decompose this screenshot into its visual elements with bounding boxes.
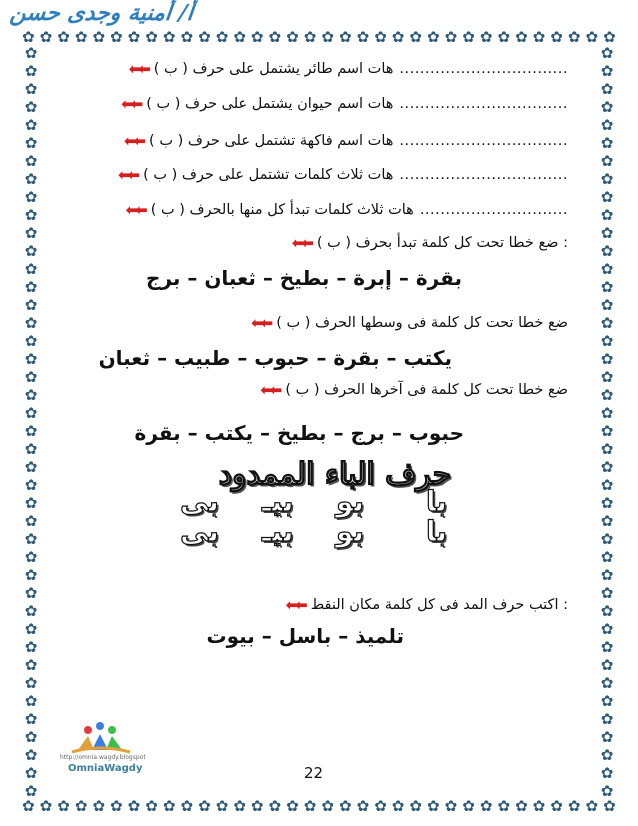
letter-ba-1: با bbox=[426, 485, 448, 518]
flower-icon: ✿ bbox=[268, 28, 282, 46]
flower-icon: ✿ bbox=[600, 206, 614, 224]
flower-icon: ✿ bbox=[24, 548, 38, 566]
flower-icon: ✿ bbox=[600, 350, 614, 368]
flower-icon: ✿ bbox=[24, 170, 38, 188]
flower-icon: ✿ bbox=[600, 152, 614, 170]
letter-bu-1: بو bbox=[336, 485, 365, 518]
flower-icon: ✿ bbox=[497, 797, 511, 815]
flower-icon: ✿ bbox=[600, 224, 614, 242]
flower-icon: ✿ bbox=[74, 797, 88, 815]
question-animal bbox=[121, 95, 568, 113]
flower-icon: ✿ bbox=[57, 28, 70, 46]
question-three-start bbox=[126, 201, 568, 219]
flower-icon: ✿ bbox=[24, 782, 38, 800]
flower-icon: ✿ bbox=[600, 602, 614, 620]
flower-icon: ✿ bbox=[567, 28, 581, 46]
flower-icon: ✿ bbox=[22, 28, 35, 46]
flower-icon: ✿ bbox=[233, 797, 246, 815]
flower-icon: ✿ bbox=[600, 728, 614, 746]
flower-icon: ✿ bbox=[391, 797, 405, 815]
flower-icon: ✿ bbox=[24, 458, 38, 476]
flower-icon: ✿ bbox=[600, 386, 614, 404]
flower-icon: ✿ bbox=[303, 28, 317, 46]
flower-icon: ✿ bbox=[24, 332, 38, 350]
flower-icon: ✿ bbox=[600, 422, 614, 440]
flower-icon: ✿ bbox=[127, 28, 141, 46]
question-text: ضع خطا تحت كل كلمة تبدأ بحرف ( ب ) : bbox=[316, 235, 568, 251]
top-border bbox=[22, 28, 616, 46]
flower-icon: ✿ bbox=[74, 28, 88, 46]
flower-icon: ✿ bbox=[600, 368, 614, 386]
flower-icon: ✿ bbox=[462, 797, 475, 815]
flower-icon: ✿ bbox=[145, 28, 158, 46]
flower-icon: ✿ bbox=[24, 44, 38, 62]
flower-icon: ✿ bbox=[24, 440, 38, 458]
bottom-border bbox=[22, 797, 616, 815]
flower-icon: ✿ bbox=[24, 692, 38, 710]
author-name: أ/ أمنية وجدى حسن bbox=[8, 0, 195, 26]
flower-icon: ✿ bbox=[391, 28, 405, 46]
words-start: بقرة – إبرة – بطيخ – ثعبان – برج bbox=[146, 266, 462, 290]
flower-icon: ✿ bbox=[215, 28, 229, 46]
flower-icon: ✿ bbox=[600, 98, 614, 116]
flower-icon: ✿ bbox=[110, 28, 123, 46]
question-three-words bbox=[118, 166, 568, 184]
flower-icon: ✿ bbox=[532, 28, 546, 46]
logo-url: http://omnia.wagdy.blogspot bbox=[60, 754, 146, 761]
flower-icon: ✿ bbox=[24, 476, 38, 494]
words-end: حبوب – برج – بطيخ – يكتب – بقرة bbox=[134, 421, 464, 445]
flower-icon: ✿ bbox=[600, 188, 614, 206]
flower-icon: ✿ bbox=[92, 28, 106, 46]
flower-icon: ✿ bbox=[515, 797, 528, 815]
flower-icon: ✿ bbox=[600, 476, 614, 494]
answer-dots: ................................. bbox=[399, 61, 568, 77]
flower-icon: ✿ bbox=[338, 797, 352, 815]
flower-icon: ✿ bbox=[600, 242, 614, 260]
flower-icon: ✿ bbox=[24, 728, 38, 746]
flower-icon: ✿ bbox=[532, 797, 546, 815]
flower-icon: ✿ bbox=[585, 28, 599, 46]
flower-icon: ✿ bbox=[24, 242, 38, 260]
flower-icon: ✿ bbox=[24, 764, 38, 782]
arrow-icon: ⬅⬅ bbox=[125, 201, 145, 219]
flower-icon: ✿ bbox=[303, 797, 317, 815]
heading-long-ba: حرف الباء الممدود bbox=[218, 457, 452, 492]
left-border bbox=[22, 44, 40, 800]
flower-icon: ✿ bbox=[268, 797, 282, 815]
flower-icon: ✿ bbox=[321, 28, 334, 46]
flower-icon: ✿ bbox=[24, 674, 38, 692]
flower-icon: ✿ bbox=[92, 797, 106, 815]
flower-icon: ✿ bbox=[24, 134, 38, 152]
arrow-icon: ⬅⬅ bbox=[117, 166, 138, 184]
flower-icon: ✿ bbox=[600, 116, 614, 134]
question-fill bbox=[286, 596, 568, 614]
flower-icon: ✿ bbox=[600, 512, 614, 530]
flower-icon: ✿ bbox=[24, 62, 38, 80]
question-text: هات اسم طائر يشتمل على حرف ( ب ) bbox=[153, 61, 394, 77]
letter-ba-2: با bbox=[426, 515, 448, 548]
flower-icon: ✿ bbox=[24, 494, 38, 512]
arrow-icon: ⬅⬅ bbox=[123, 132, 144, 150]
flower-icon: ✿ bbox=[24, 80, 38, 98]
flower-icon: ✿ bbox=[39, 797, 53, 815]
arrow-icon: ⬅⬅ bbox=[121, 95, 141, 113]
flower-icon: ✿ bbox=[215, 797, 229, 815]
letter-bee-2: بى bbox=[180, 515, 219, 548]
question-start bbox=[292, 234, 568, 252]
flower-icon: ✿ bbox=[24, 638, 38, 656]
question-end bbox=[260, 381, 568, 399]
flower-icon: ✿ bbox=[600, 710, 614, 728]
question-text: اكتب حرف المد فى كل كلمة مكان النقط : bbox=[310, 597, 568, 613]
flower-icon: ✿ bbox=[603, 28, 616, 46]
flower-icon: ✿ bbox=[233, 28, 246, 46]
question-bird bbox=[129, 60, 568, 78]
flower-icon: ✿ bbox=[338, 28, 352, 46]
question-text: هات اسم حيوان يشتمل على حرف ( ب ) bbox=[146, 96, 394, 112]
flower-icon: ✿ bbox=[600, 548, 614, 566]
flower-icon: ✿ bbox=[24, 602, 38, 620]
question-middle bbox=[251, 314, 568, 332]
arrow-icon: ⬅⬅ bbox=[291, 234, 311, 252]
letter-bi-2: بيـ bbox=[262, 515, 294, 548]
flower-icon: ✿ bbox=[24, 656, 38, 674]
flower-icon: ✿ bbox=[600, 764, 614, 782]
flower-icon: ✿ bbox=[24, 278, 38, 296]
flower-icon: ✿ bbox=[24, 260, 38, 278]
flower-icon: ✿ bbox=[603, 797, 616, 815]
flower-icon: ✿ bbox=[600, 692, 614, 710]
flower-icon: ✿ bbox=[24, 368, 38, 386]
flower-icon: ✿ bbox=[198, 28, 211, 46]
flower-icon: ✿ bbox=[24, 620, 38, 638]
words-fill: تلميذ – باسل – بيوت bbox=[206, 624, 404, 648]
flower-icon: ✿ bbox=[585, 797, 599, 815]
flower-icon: ✿ bbox=[600, 80, 614, 98]
flower-icon: ✿ bbox=[600, 134, 614, 152]
flower-icon: ✿ bbox=[600, 530, 614, 548]
flower-icon: ✿ bbox=[374, 797, 387, 815]
question-text: ضع خطا تحت كل كلمة فى وسطها الحرف ( ب ) bbox=[276, 315, 568, 331]
logo-name: OmniaWagdy bbox=[68, 763, 143, 774]
letter-bi-1: بيـ bbox=[262, 485, 294, 518]
flower-icon: ✿ bbox=[24, 512, 38, 530]
question-text: هات ثلاث كلمات تبدأ كل منها بالحرف ( ب ) bbox=[150, 202, 414, 218]
flower-icon: ✿ bbox=[24, 224, 38, 242]
flower-icon: ✿ bbox=[462, 28, 475, 46]
flower-icon: ✿ bbox=[600, 494, 614, 512]
flower-icon: ✿ bbox=[24, 152, 38, 170]
logo bbox=[58, 716, 158, 778]
flower-icon: ✿ bbox=[600, 332, 614, 350]
flower-icon: ✿ bbox=[24, 296, 38, 314]
arrow-icon: ⬅⬅ bbox=[260, 381, 280, 399]
flower-icon: ✿ bbox=[24, 206, 38, 224]
flower-icon: ✿ bbox=[600, 656, 614, 674]
flower-icon: ✿ bbox=[444, 28, 458, 46]
flower-icon: ✿ bbox=[409, 797, 422, 815]
flower-icon: ✿ bbox=[600, 566, 614, 584]
flower-icon: ✿ bbox=[24, 350, 38, 368]
flower-icon: ✿ bbox=[250, 797, 264, 815]
flower-icon: ✿ bbox=[24, 98, 38, 116]
flower-icon: ✿ bbox=[24, 530, 38, 548]
arrow-icon: ⬅⬅ bbox=[251, 314, 271, 332]
flower-icon: ✿ bbox=[145, 797, 158, 815]
flower-icon: ✿ bbox=[24, 422, 38, 440]
flower-icon: ✿ bbox=[24, 566, 38, 584]
flower-icon: ✿ bbox=[600, 584, 614, 602]
flower-icon: ✿ bbox=[600, 674, 614, 692]
flower-icon: ✿ bbox=[409, 28, 422, 46]
flower-icon: ✿ bbox=[22, 797, 35, 815]
page-number: 22 bbox=[304, 764, 324, 782]
flower-icon: ✿ bbox=[600, 404, 614, 422]
answer-dots: ................................. bbox=[399, 133, 568, 149]
flower-icon: ✿ bbox=[24, 116, 38, 134]
answer-dots: ............................. bbox=[419, 202, 568, 218]
question-text: ضع خطا تحت كل كلمة فى آخرها الحرف ( ب ) bbox=[285, 382, 568, 398]
flower-icon: ✿ bbox=[162, 797, 176, 815]
flower-icon: ✿ bbox=[127, 797, 141, 815]
flower-icon: ✿ bbox=[600, 458, 614, 476]
right-border bbox=[598, 44, 616, 800]
flower-icon: ✿ bbox=[600, 170, 614, 188]
flower-icon: ✿ bbox=[356, 28, 370, 46]
flower-icon: ✿ bbox=[600, 62, 614, 80]
flower-icon: ✿ bbox=[24, 404, 38, 422]
flower-icon: ✿ bbox=[180, 797, 194, 815]
flower-icon: ✿ bbox=[286, 28, 299, 46]
flower-icon: ✿ bbox=[427, 797, 440, 815]
words-middle: يكتب – بقرة – حبوب – طبيب – ثعبان bbox=[98, 346, 452, 370]
flower-icon: ✿ bbox=[497, 28, 511, 46]
flower-icon: ✿ bbox=[600, 296, 614, 314]
flower-icon: ✿ bbox=[356, 797, 370, 815]
flower-icon: ✿ bbox=[600, 278, 614, 296]
flower-icon: ✿ bbox=[39, 28, 53, 46]
flower-icon: ✿ bbox=[479, 28, 493, 46]
flower-icon: ✿ bbox=[600, 44, 614, 62]
question-text: هات اسم فاكهة تشتمل على حرف ( ب ) bbox=[149, 133, 394, 149]
flower-icon: ✿ bbox=[57, 797, 70, 815]
arrow-icon: ⬅⬅ bbox=[285, 596, 305, 614]
flower-icon: ✿ bbox=[427, 28, 440, 46]
answer-dots: ................................. bbox=[399, 96, 568, 112]
flower-icon: ✿ bbox=[600, 620, 614, 638]
arrow-icon: ⬅⬅ bbox=[128, 60, 148, 78]
flower-icon: ✿ bbox=[250, 28, 264, 46]
flower-icon: ✿ bbox=[600, 260, 614, 278]
question-fruit bbox=[124, 132, 568, 150]
flower-icon: ✿ bbox=[374, 28, 387, 46]
flower-icon: ✿ bbox=[24, 746, 38, 764]
flower-icon: ✿ bbox=[162, 28, 176, 46]
flower-icon: ✿ bbox=[550, 28, 563, 46]
question-text: هات ثلاث كلمات تشتمل على حرف ( ب ) bbox=[143, 167, 394, 183]
flower-icon: ✿ bbox=[600, 314, 614, 332]
flower-icon: ✿ bbox=[515, 28, 528, 46]
flower-icon: ✿ bbox=[24, 314, 38, 332]
flower-icon: ✿ bbox=[600, 638, 614, 656]
flower-icon: ✿ bbox=[198, 797, 211, 815]
flower-icon: ✿ bbox=[600, 440, 614, 458]
flower-icon: ✿ bbox=[24, 386, 38, 404]
flower-icon: ✿ bbox=[24, 710, 38, 728]
flower-icon: ✿ bbox=[444, 797, 458, 815]
flower-icon: ✿ bbox=[600, 746, 614, 764]
flower-icon: ✿ bbox=[24, 584, 38, 602]
flower-icon: ✿ bbox=[286, 797, 299, 815]
flower-icon: ✿ bbox=[321, 797, 334, 815]
flower-icon: ✿ bbox=[550, 797, 563, 815]
flower-icon: ✿ bbox=[24, 188, 38, 206]
letter-bee-1: بى bbox=[180, 485, 219, 518]
flower-icon: ✿ bbox=[567, 797, 581, 815]
letter-bu-2: بو bbox=[336, 515, 365, 548]
flower-icon: ✿ bbox=[479, 797, 493, 815]
flower-icon: ✿ bbox=[180, 28, 194, 46]
flower-icon: ✿ bbox=[110, 797, 123, 815]
flower-icon: ✿ bbox=[600, 782, 614, 800]
answer-dots: ................................. bbox=[399, 167, 568, 183]
